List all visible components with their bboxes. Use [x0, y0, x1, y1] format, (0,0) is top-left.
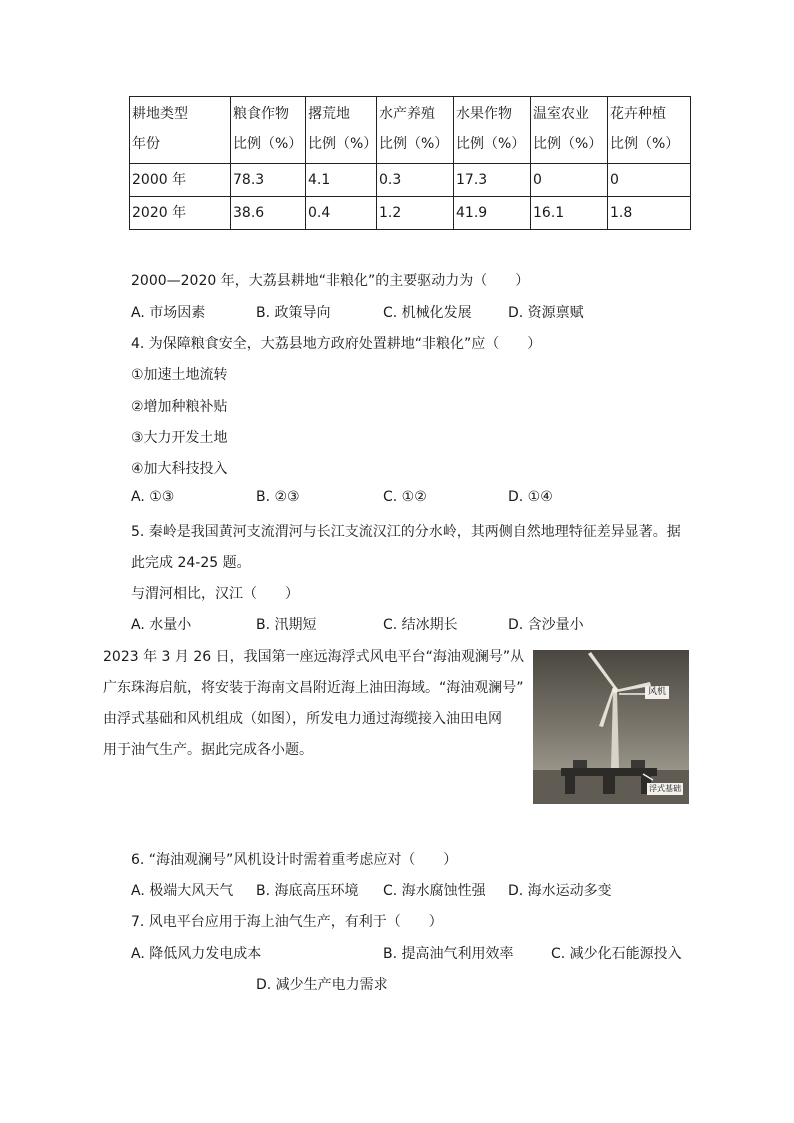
header-cell [608, 97, 691, 164]
table-cell: 1.8 [608, 197, 691, 230]
table-cell: 4.1 [306, 164, 377, 197]
table-cell: 2000 年 [130, 164, 231, 197]
q7-option-b[interactable]: B. 提高油气利用效率 [383, 946, 514, 962]
q7-option-a[interactable]: A. 降低风力发电成本 [131, 946, 262, 962]
header-text: 温室农业 [533, 106, 589, 122]
q3-option-d[interactable]: D. 资源禀赋 [508, 305, 584, 321]
table-cell: 0.4 [306, 197, 377, 230]
passage-line: 用于油气生产。据此完成各小题。 [103, 742, 313, 758]
table-cell: 41.9 [454, 197, 531, 230]
header-text: 比例（%） [533, 136, 603, 152]
q7-stem: 7. 风电平台应用于海上油气生产，有利于（ ） [131, 914, 443, 930]
q6-option-a[interactable]: A. 极端大风天气 [131, 883, 234, 899]
header-text: 比例（%） [379, 136, 449, 152]
q4-option-b[interactable]: B. ②③ [256, 489, 300, 505]
wind-platform-photo [533, 650, 689, 804]
q6-stem: 6. “海油观澜号”风机设计时需着重考虑应对（ ） [131, 852, 458, 868]
table-cell: 38.6 [231, 197, 306, 230]
table-row [130, 164, 691, 197]
header-cell [531, 97, 608, 164]
header-text: 比例（%） [456, 136, 526, 152]
q3-option-c[interactable]: C. 机械化发展 [383, 305, 472, 321]
q6-option-b[interactable]: B. 海底高压环境 [256, 883, 359, 899]
table-row [130, 197, 691, 230]
q4-item-2: ②增加种粮补贴 [131, 399, 228, 415]
table-cell: 0 [608, 164, 691, 197]
q3-stem: 2000—2020 年，大荔县耕地“非粮化”的主要驱动力为（ ） [131, 273, 530, 289]
q5-option-c[interactable]: C. 结冰期长 [383, 617, 458, 633]
q5-sub-stem: 与渭河相比，汉江（ ） [131, 586, 299, 602]
turbine-label: 风机 [645, 686, 669, 699]
q7-option-d[interactable]: D. 减少生产电力需求 [256, 977, 388, 993]
table-cell: 16.1 [531, 197, 608, 230]
q3-option-b[interactable]: B. 政策导向 [256, 305, 331, 321]
q4-item-1: ①加速土地流转 [131, 367, 228, 383]
header-text: 比例（%） [233, 136, 303, 152]
header-text: 花卉种植 [610, 106, 666, 122]
header-cell [454, 97, 531, 164]
header-text: 比例（%） [610, 136, 680, 152]
q5-option-b[interactable]: B. 汛期短 [256, 617, 317, 633]
header-text: 水产养殖 [379, 106, 435, 122]
header-cell [377, 97, 454, 164]
q4-item-4: ④加大科技投入 [131, 461, 228, 477]
table-cell: 0.3 [377, 164, 454, 197]
table-cell: 2020 年 [130, 197, 231, 230]
q5-option-a[interactable]: A. 水量小 [131, 617, 192, 633]
header-text: 年份 [132, 136, 160, 152]
q6-option-d[interactable]: D. 海水运动多变 [508, 883, 612, 899]
header-cell [306, 97, 377, 164]
q4-item-3: ③大力开发土地 [131, 430, 228, 446]
table-cell: 0 [531, 164, 608, 197]
q6-option-c[interactable]: C. 海水腐蚀性强 [383, 883, 486, 899]
table-cell: 17.3 [454, 164, 531, 197]
q4-stem: 4. 为保障粮食安全，大荔县地方政府处置耕地“非粮化”应（ ） [131, 336, 542, 352]
header-text: 粮食作物 [233, 106, 289, 122]
land-use-table [129, 96, 691, 230]
table-header-row [130, 97, 691, 164]
passage-line: 2023 年 3 月 26 日，我国第一座远海浮式风电平台“海油观澜号”从 [103, 649, 525, 665]
header-cell [130, 97, 231, 164]
passage-line: 由浮式基础和风机组成（如图），所发电力通过海缆接入油田电网 [103, 711, 502, 727]
q4-option-c[interactable]: C. ①② [383, 489, 427, 505]
header-text: 耕地类型 [132, 106, 188, 122]
passage-line: 广东珠海启航，将安装于海南文昌附近海上油田海域。“海油观澜号” [103, 680, 524, 696]
wind-turbine-illustration [533, 650, 689, 804]
header-text: 水果作物 [456, 106, 512, 122]
q4-option-d[interactable]: D. ①④ [508, 489, 553, 505]
table-cell: 78.3 [231, 164, 306, 197]
header-cell [231, 97, 306, 164]
q3-option-a[interactable]: A. 市场因素 [131, 305, 206, 321]
base-label: 浮式基础 [649, 784, 681, 793]
q7-option-c[interactable]: C. 减少化石能源投入 [551, 946, 682, 962]
header-text: 撂荒地 [308, 106, 350, 122]
table-cell: 1.2 [377, 197, 454, 230]
q5-stem-line2: 此完成 24-25 题。 [131, 555, 251, 571]
q5-stem-line1: 5. 秦岭是我国黄河支流渭河与长江支流汉江的分水岭，其两侧自然地理特征差异显著。据 [131, 524, 681, 540]
q5-option-d[interactable]: D. 含沙量小 [508, 617, 584, 633]
q4-option-a[interactable]: A. ①③ [131, 489, 175, 505]
header-text: 比例（%） [308, 136, 378, 152]
